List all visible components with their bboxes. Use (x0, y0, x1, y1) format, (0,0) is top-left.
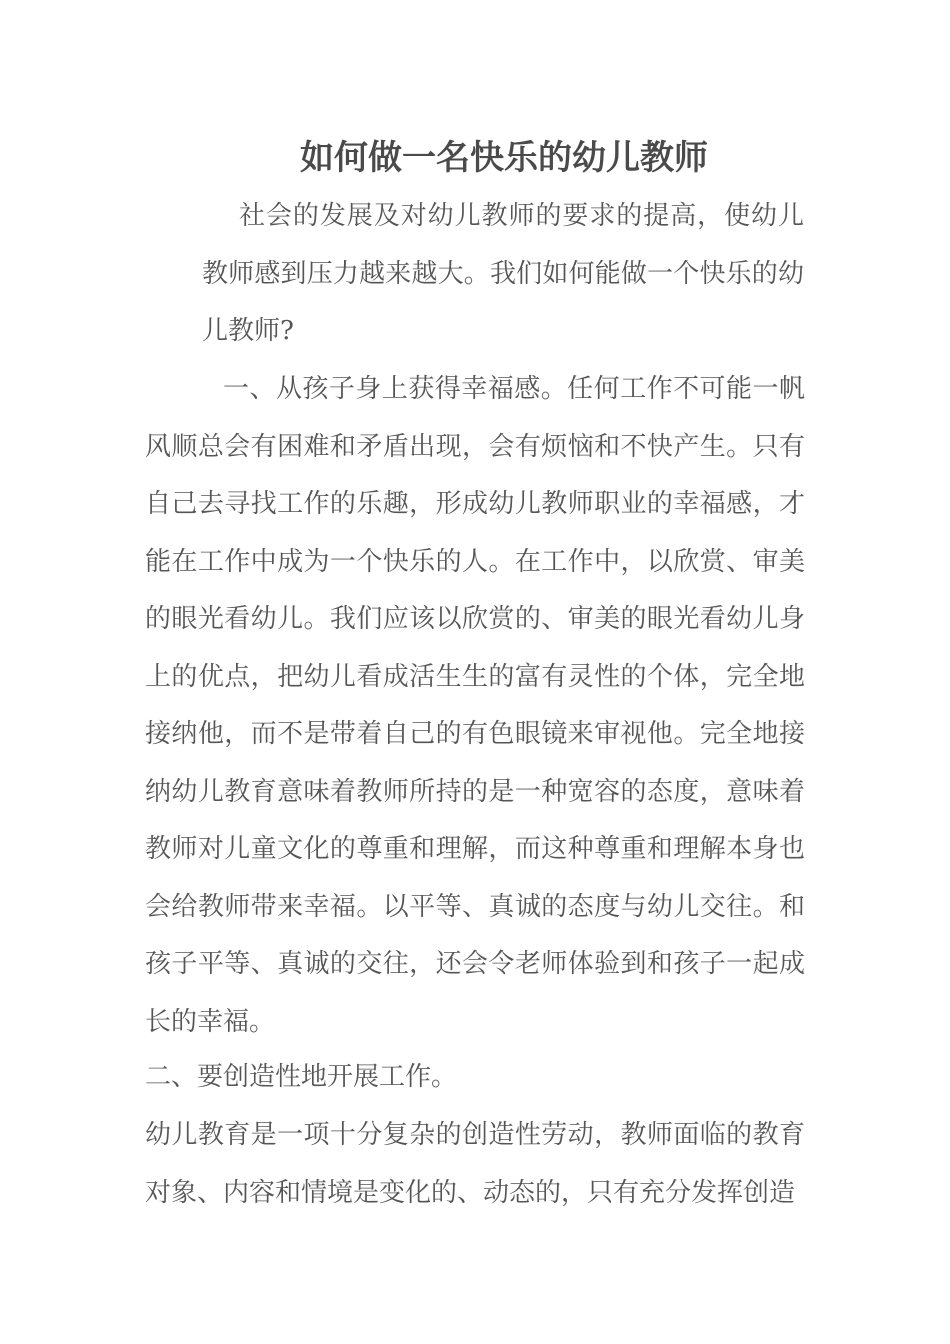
section-one-paragraph: 一、从孩子身上获得幸福感。任何工作不可能一帆风顺总会有困难和矛盾出现，会有烦恼和不快产生。只有自己去寻找工作的乐趣，形成幼儿教师职业的幸福感，才能在工作中成为一个快乐的人。在工作中，以欣赏、审美的眼光看幼儿。我们应该以欣赏的、审美的眼光看幼儿身上的优点，把幼儿看成活生生的富有灵性的个体，完全地接纳他，而不是带着自己的有色眼镜来审视他。完全地接纳幼儿教育意味着教师所持的是一种宽容的态度，意味着教师对儿童文化的尊重和理解，而这种尊重和理解本身也会给教师带来幸福。以平等、真诚的态度与幼儿交往。和孩子平等、真诚的交往，还会令老师体验到和孩子一起成长的幸福。 (145, 374, 805, 1037)
document-title: 如何做一名快乐的幼儿教师 (300, 138, 708, 178)
section-two-paragraph: 幼儿教育是一项十分复杂的创造性劳动，教师面临的教育对象、内容和情境是变化的、动态的，只有充分发挥创造 (145, 1120, 805, 1208)
section-two-heading: 二、要创造性地开展工作。 (145, 1062, 458, 1092)
intro-paragraph: 社会的发展及对幼儿教师的要求的提高，使幼儿教师感到压力越来越大。我们如何能做一个快乐的幼儿教师? (202, 201, 804, 346)
